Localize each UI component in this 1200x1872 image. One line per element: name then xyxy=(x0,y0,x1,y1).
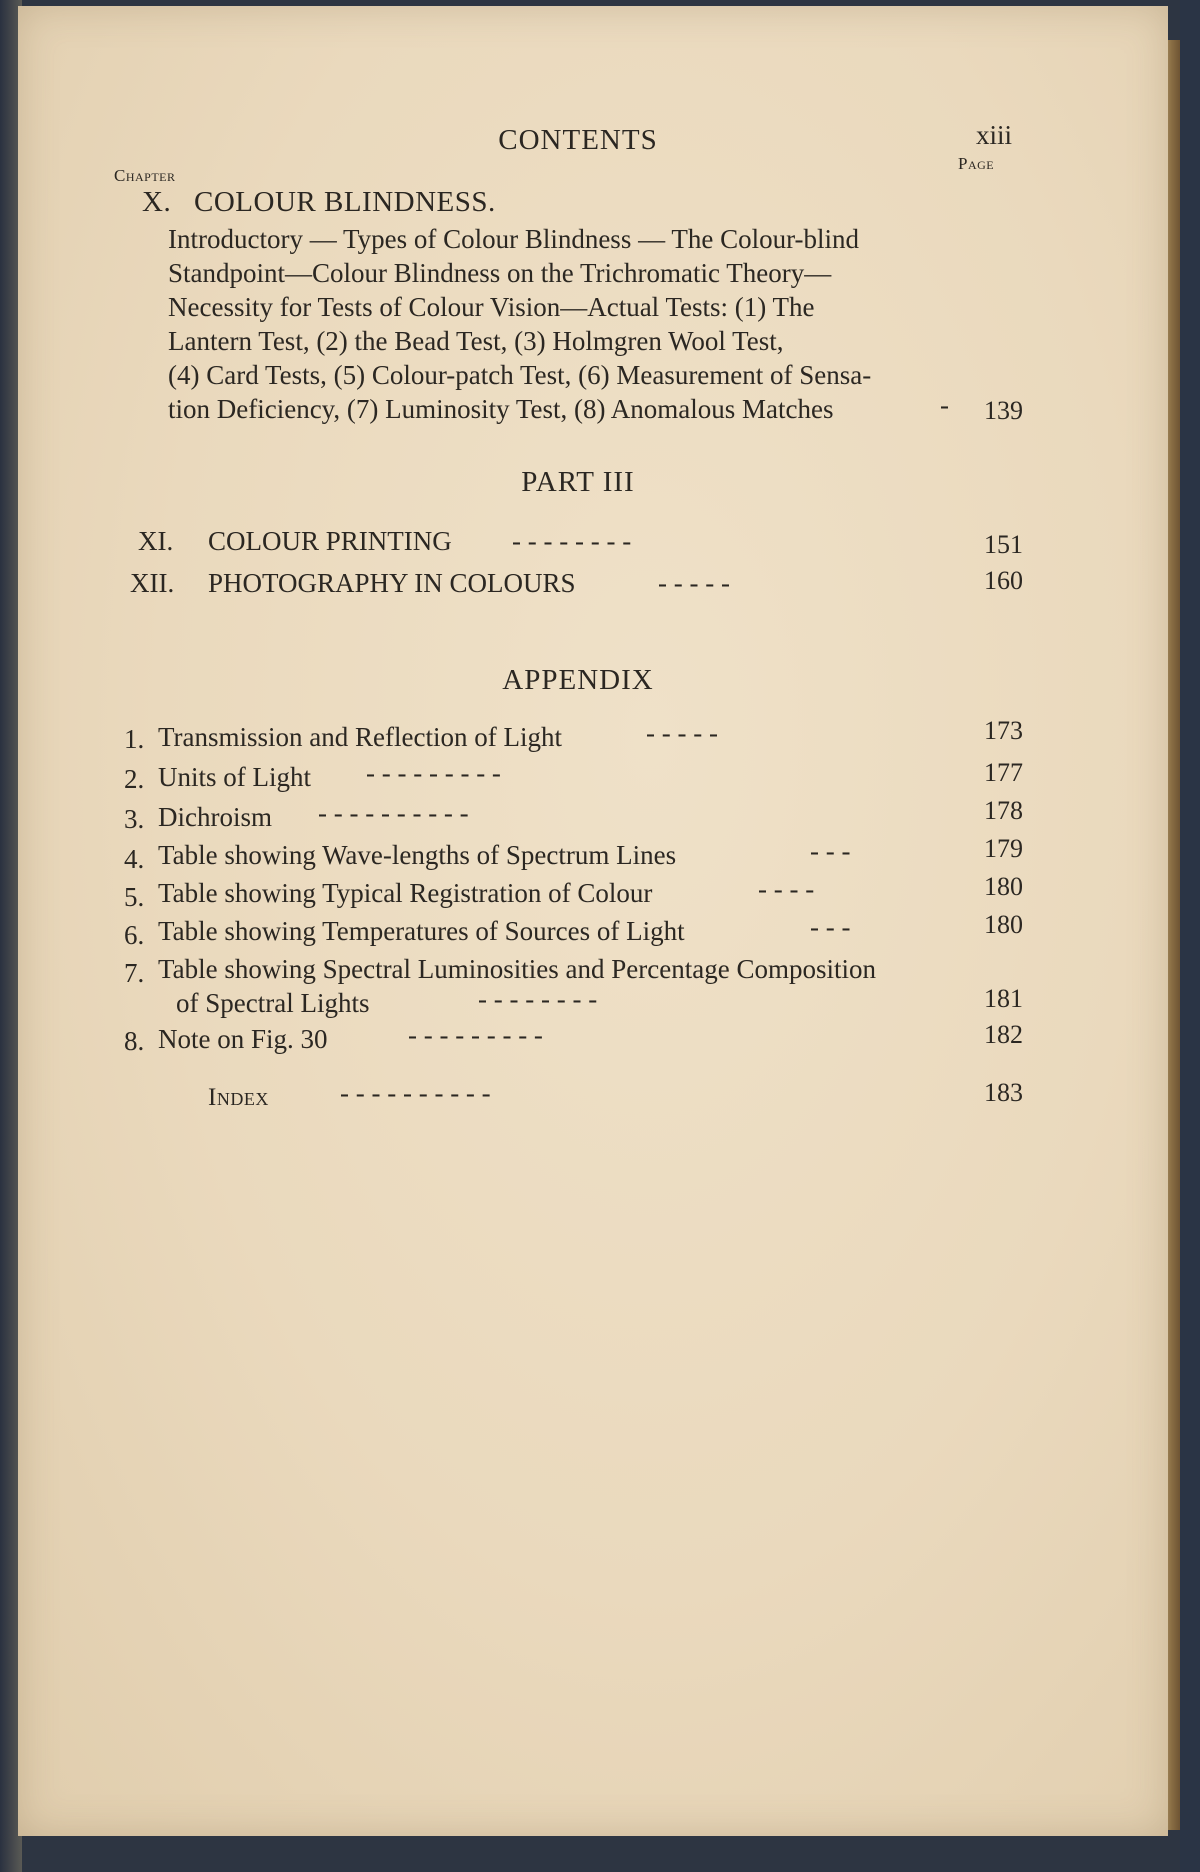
chapter-x-number: X. xyxy=(142,186,172,218)
part-heading: PART III xyxy=(521,466,635,498)
appendix-number: 3. xyxy=(124,804,145,834)
appendix-title: Transmission and Reflection of Light xyxy=(158,722,562,752)
summary-line: Lantern Test, (2) the Bead Test, (3) Holmgren Wool Test, xyxy=(168,326,784,356)
leader-dots: - xyxy=(940,390,949,420)
leader-dots: - - - xyxy=(810,912,851,942)
summary-line: (4) Card Tests, (5) Colour-patch Test, (6) Measurement of Sensa- xyxy=(168,360,872,390)
appendix-title: Table showing Spectral Luminosities and Percentage Composition xyxy=(158,954,876,984)
page-number: 180 xyxy=(984,872,1023,901)
appendix-number: 7. xyxy=(124,958,145,988)
leader-dots: - - - - - - - - - - xyxy=(340,1078,491,1108)
summary-line: tion Deficiency, (7) Luminosity Test, (8) Anomalous Matches xyxy=(168,394,834,424)
leader-dots: - - - - xyxy=(758,874,815,904)
leader-dots: - - - - - - - - xyxy=(478,984,598,1014)
page-number: 179 xyxy=(984,834,1023,863)
chapter-x-title: COLOUR BLINDNESS. xyxy=(194,186,496,218)
chapter-number: XI. xyxy=(138,526,174,556)
leader-dots: - - - - - - - - - xyxy=(366,758,501,788)
appendix-number: 8. xyxy=(124,1026,145,1056)
page-number: 177 xyxy=(984,758,1023,787)
appendix-title: Dichroism xyxy=(158,802,272,832)
book-page xyxy=(18,6,1168,1836)
appendix-number: 5. xyxy=(124,882,145,912)
appendix-number: 6. xyxy=(124,920,145,950)
page-column-label: Page xyxy=(958,154,995,173)
appendix-heading: APPENDIX xyxy=(502,664,654,696)
page-number: 180 xyxy=(984,910,1023,939)
page-number: 181 xyxy=(984,984,1023,1013)
page-title: CONTENTS xyxy=(498,124,658,156)
page-number: 182 xyxy=(984,1020,1023,1049)
page-number: 173 xyxy=(984,716,1023,745)
appendix-title: Units of Light xyxy=(158,762,311,792)
summary-line: Standpoint—Colour Blindness on the Trichromatic Theory— xyxy=(168,258,832,288)
page-number: 178 xyxy=(984,796,1023,825)
page-number: 183 xyxy=(984,1078,1023,1107)
leader-dots: - - - - - xyxy=(658,568,730,598)
leader-dots: - - - - - - - - - xyxy=(408,1020,543,1050)
index-label: Index xyxy=(208,1084,269,1111)
page-number: 139 xyxy=(984,396,1023,425)
page-folio: xiii xyxy=(976,120,1013,150)
appendix-title: Note on Fig. 30 xyxy=(158,1024,328,1054)
leader-dots: - - - - - xyxy=(646,718,718,748)
appendix-title: Table showing Temperatures of Sources of Light xyxy=(158,916,685,946)
appendix-title-continued: of Spectral Lights xyxy=(176,988,370,1018)
appendix-number: 2. xyxy=(124,764,145,794)
page-number: 151 xyxy=(984,530,1023,559)
appendix-title: Table showing Typical Registration of Colour xyxy=(158,878,653,908)
chapter-column-label: Chapter xyxy=(114,166,176,185)
summary-line: Introductory — Types of Colour Blindness — The Colour-blind xyxy=(168,224,860,254)
chapter-title: PHOTOGRAPHY IN COLOURS xyxy=(208,568,576,598)
appendix-number: 1. xyxy=(124,724,145,754)
page-number: 160 xyxy=(984,566,1023,595)
leader-dots: - - - xyxy=(810,836,851,866)
appendix-number: 4. xyxy=(124,844,145,874)
chapter-title: COLOUR PRINTING xyxy=(208,526,452,556)
leader-dots: - - - - - - - - - - xyxy=(318,798,469,828)
leader-dots: - - - - - - - - xyxy=(512,526,632,556)
appendix-title: Table showing Wave-lengths of Spectrum Lines xyxy=(158,840,677,870)
chapter-number: XII. xyxy=(130,568,175,598)
summary-line: Necessity for Tests of Colour Vision—Actual Tests: (1) The xyxy=(168,292,815,322)
book-cover-right xyxy=(1180,0,1200,1872)
